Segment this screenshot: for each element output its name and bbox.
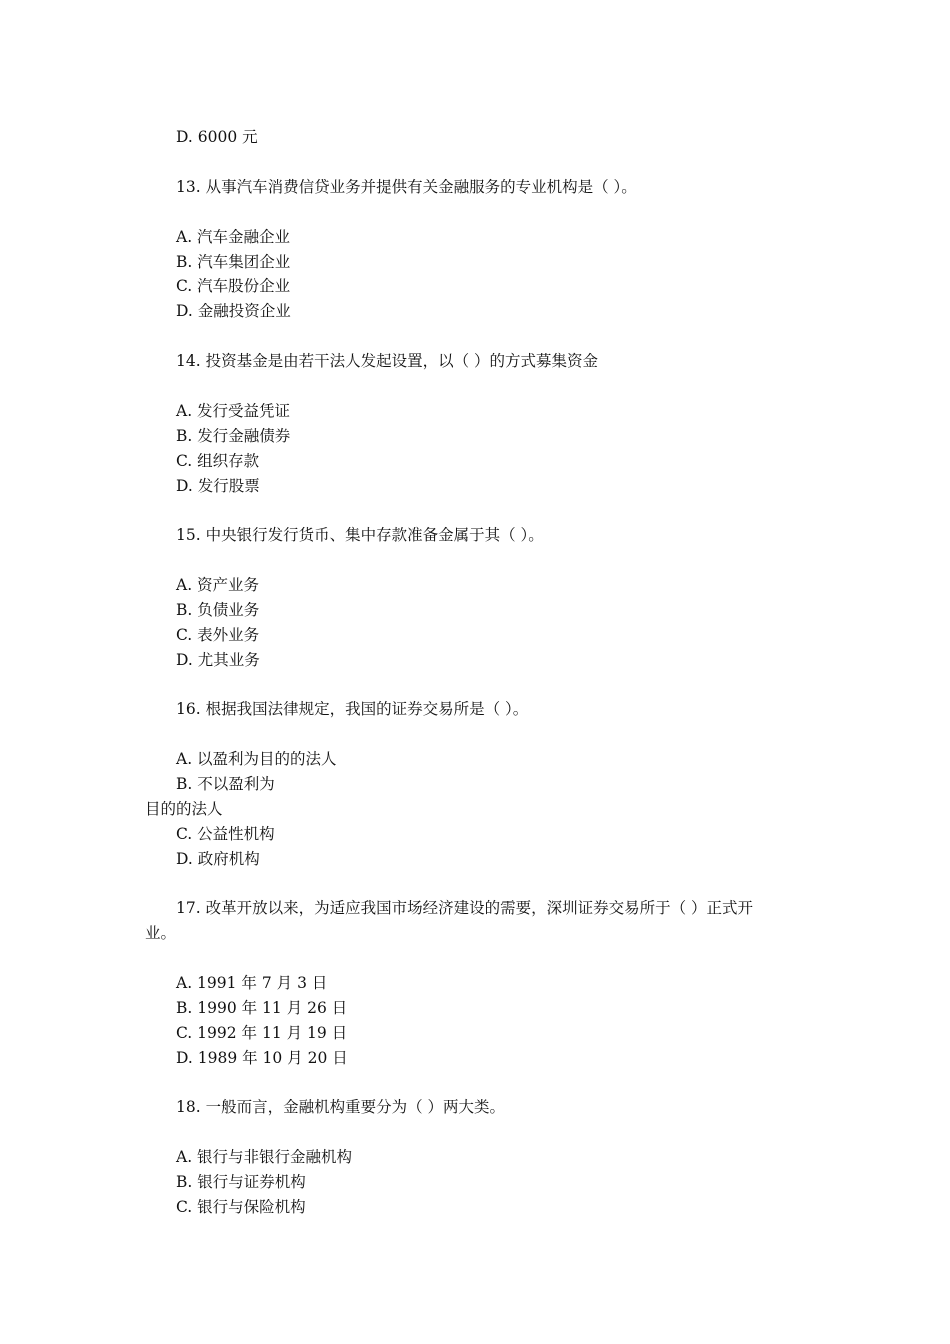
q16-option-a: A. 以盈利为目的的法人 (176, 750, 337, 768)
q17-option-a: A. 1991 年 7 月 3 日 (176, 974, 328, 992)
q13-option-d: D. 金融投资企业 (176, 302, 291, 320)
q17-option-d: D. 1989 年 10 月 20 日 (176, 1049, 348, 1067)
q18-option-b: B. 银行与证券机构 (176, 1173, 306, 1191)
q14-question: 14. 投资基金是由若干法人发起设置，以（ ）的方式募集资金 (176, 352, 599, 370)
q18-question: 18. 一般而言，金融机构重要分为（ ）两大类。 (176, 1098, 506, 1116)
q13-option-b: B. 汽车集团企业 (176, 253, 291, 271)
q17-option-c: C. 1992 年 11 月 19 日 (176, 1024, 348, 1042)
q12-option-d: D. 6000 元 (176, 128, 258, 146)
q14-option-a: A. 发行受益凭证 (176, 402, 291, 420)
q17-option-b: B. 1990 年 11 月 26 日 (176, 999, 348, 1017)
q16-option-b: B. 不以盈利为 (176, 775, 275, 793)
q18-option-a: A. 银行与非银行金融机构 (176, 1148, 353, 1166)
q17-question: 17. 改革开放以来，为适应我国市场经济建设的需要，深圳证券交易所于（ ）正式开 (176, 899, 754, 917)
q16-option-c: C. 公益性机构 (176, 825, 275, 843)
q17-question-continued: 业。 (145, 924, 177, 942)
q16-option-d: D. 政府机构 (176, 850, 260, 868)
q15-question: 15. 中央银行发行货币、集中存款准备金属于其（ ）。 (176, 526, 544, 544)
q15-option-b: B. 负债业务 (176, 601, 260, 619)
q16-question: 16. 根据我国法律规定，我国的证券交易所是（ ）。 (176, 700, 529, 718)
q16-option-b-continued: 目的的法人 (145, 800, 223, 818)
q14-option-b: B. 发行金融债券 (176, 427, 291, 445)
q18-option-c: C. 银行与保险机构 (176, 1198, 306, 1216)
q13-option-a: A. 汽车金融企业 (176, 228, 291, 246)
q14-option-d: D. 发行股票 (176, 477, 260, 495)
q15-option-a: A. 资产业务 (176, 576, 260, 594)
q13-option-c: C. 汽车股份企业 (176, 277, 291, 295)
q14-option-c: C. 组织存款 (176, 452, 260, 470)
q15-option-d: D. 尤其业务 (176, 651, 260, 669)
q15-option-c: C. 表外业务 (176, 626, 260, 644)
q13-question: 13. 从事汽车消费信贷业务并提供有关金融服务的专业机构是（ ）。 (176, 178, 637, 196)
